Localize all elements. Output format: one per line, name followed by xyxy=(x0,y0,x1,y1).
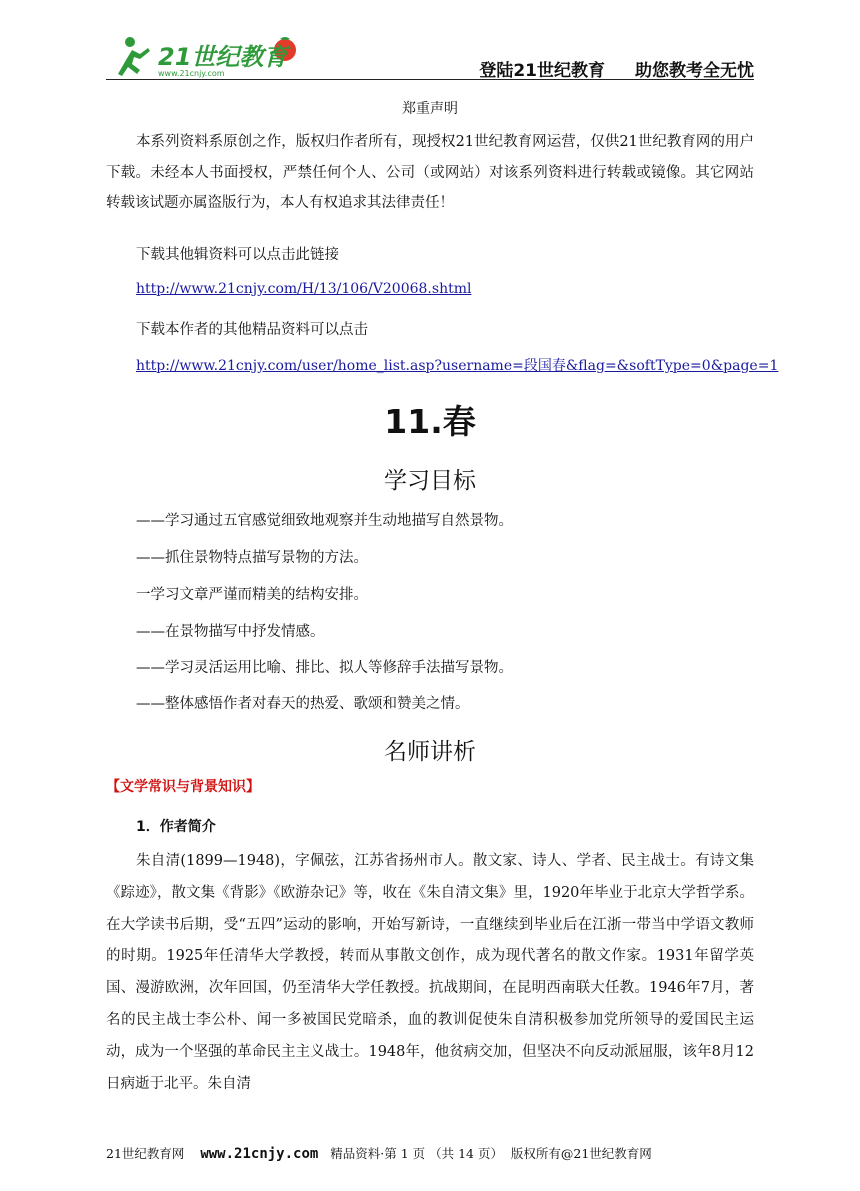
sub-heading: 1．作者简介 xyxy=(136,819,216,835)
objective-item: ——学习灵活运用比喻、排比、拟人等修辞手法描写景物。 xyxy=(136,660,513,676)
download-author-link[interactable]: http://www.21cnjy.com/user/home_list.asp?username=段国春&flag=&softType=0&page=1 xyxy=(136,358,779,374)
site-logo[interactable] xyxy=(110,30,310,80)
declaration-body: 本系列资料系原创之作，版权归作者所有，现授权21世纪教育网运营，仅供21世纪教育网的用户下载。未经本人书面授权，严禁任何个人、公司（或网站）对该系列资料进行转载或镜像。其它网站转载该试题亦属盗版行为，本人有权追求其法律责任！ xyxy=(106,134,754,211)
lesson-title: 11.春 xyxy=(384,402,476,441)
footer-middle: 精品资料·第 1 页 （共 14 页） xyxy=(330,1146,503,1161)
objectives-title: 学习目标 xyxy=(384,468,476,494)
logo-text: 21世纪教育 xyxy=(158,43,288,71)
header-slogan xyxy=(479,56,754,81)
footer-left: 21世纪教育网 xyxy=(106,1146,185,1161)
objective-item: ——抓住景物特点描写景物的方法。 xyxy=(136,550,368,566)
declaration-title: 郑重声明 xyxy=(402,101,458,117)
header-divider xyxy=(106,79,754,80)
objective-item: ——整体感悟作者对春天的热爱、歌颂和赞美之情。 xyxy=(136,696,470,712)
section-heading: 【文学常识与背景知识】 xyxy=(106,779,260,795)
download-author-label: 下载本作者的其他精品资料可以点击 xyxy=(136,322,368,338)
download-other-label: 下载其他辑资料可以点击此链接 xyxy=(136,247,339,263)
footer-right: 版权所有@21世纪教育网 xyxy=(510,1146,652,1161)
slogan-left: 登陆21世纪教育 xyxy=(479,61,605,81)
analysis-title: 名师讲析 xyxy=(384,739,476,765)
objective-item: ——学习通过五官感觉细致地观察并生动地描写自然景物。 xyxy=(136,513,513,529)
footer-site[interactable]: www.21cnjy.com xyxy=(200,1146,319,1162)
slogan-right: 助您教考全无忧 xyxy=(635,61,754,81)
download-other-link[interactable]: http://www.21cnjy.com/H/13/106/V20068.shtml xyxy=(136,281,472,297)
author-intro: 朱自清(1899—1948)，字佩弦，江苏省扬州市人。散文家、诗人、学者、民主战士。有诗文集《踪迹》，散文集《背影》《欧游杂记》等，收在《朱自清文集》里，1920年毕业于北京大学哲学系。在大学读书后期，受“五四”运动的影响，开始写新诗，一直继续到毕业后在江浙一带当中学语文教师的时期。1925年任清华大学教授，转而从事散文创作，成为现代著名的散文作家。1931年留学英国、漫游欧洲，次年回国，仍至清华大学任教授。抗战期间，在昆明西南联大任教。1946年7月，著名的民主战士李公朴、闻一多被国民党暗杀，血的教训促使朱自清积极参加党所领导的爱国民主运动，成为一个坚强的革命民主主义战士。1948年，他贫病交加，但坚决不向反动派屈服，该年8月12日病逝于北平。朱自清 xyxy=(106,853,754,1092)
page-footer xyxy=(106,1144,652,1162)
objective-item: ——在景物描写中抒发情感。 xyxy=(136,624,325,640)
logo-url: www.21cnjy.com xyxy=(158,69,225,78)
objective-item: 一学习文章严谨而精美的结构安排。 xyxy=(136,587,368,603)
